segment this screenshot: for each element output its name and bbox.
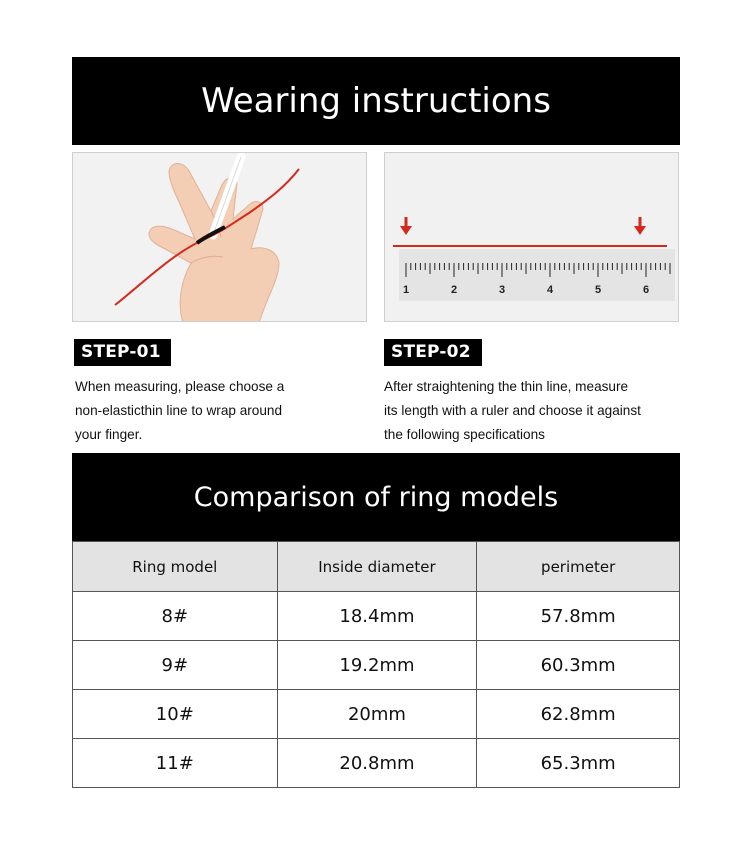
- ring-model-cell: 10#: [73, 690, 278, 739]
- ring-model-cell: 8#: [73, 592, 278, 641]
- step1-description: [75, 375, 355, 447]
- step2-illustration: [384, 152, 679, 322]
- column-header-perimeter: perimeter: [477, 542, 680, 592]
- step1-line: your finger.: [75, 427, 143, 442]
- column-header-ring-model: Ring model: [73, 542, 278, 592]
- page-title: Wearing instructions: [201, 81, 551, 121]
- ruler-label: 2: [450, 284, 458, 296]
- step1-badge: STEP-01: [74, 339, 171, 366]
- inside-diameter-cell: 20.8mm: [277, 739, 477, 788]
- step2-description: [384, 375, 680, 447]
- step2-line: After straightening the thin line, measure: [384, 379, 629, 394]
- ruler-label: 1: [402, 284, 410, 296]
- perimeter-cell: 62.8mm: [477, 690, 680, 739]
- step1-line: non-elasticthin line to wrap around: [75, 403, 283, 418]
- ruler-label: 5: [594, 284, 602, 296]
- inside-diameter-cell: 20mm: [277, 690, 477, 739]
- table-row: [73, 690, 680, 739]
- inside-diameter-cell: 19.2mm: [277, 641, 477, 690]
- hand-with-thread-icon: [73, 153, 367, 322]
- table-header-row: [73, 542, 680, 592]
- step1-illustration: [72, 152, 367, 322]
- table-row: [73, 739, 680, 788]
- title-banner: [72, 57, 680, 145]
- ruler-label: 4: [546, 284, 554, 296]
- step1-line: When measuring, please choose a: [75, 379, 285, 394]
- perimeter-cell: 65.3mm: [477, 739, 680, 788]
- column-header-inside-diameter: Inside diameter: [277, 542, 477, 592]
- ring-model-cell: 9#: [73, 641, 278, 690]
- step2-badge: STEP-02: [384, 339, 482, 366]
- perimeter-cell: 57.8mm: [477, 592, 680, 641]
- step2-line: the following specifications: [384, 427, 545, 442]
- table-row: [73, 641, 680, 690]
- ruler-label: 3: [498, 284, 506, 296]
- inside-diameter-cell: 18.4mm: [277, 592, 477, 641]
- perimeter-cell: 60.3mm: [477, 641, 680, 690]
- ruler-diagram: [385, 153, 679, 322]
- ring-model-cell: 11#: [73, 739, 278, 788]
- step2-line: its length with a ruler and choose it against: [384, 403, 641, 418]
- comparison-banner: [72, 453, 680, 541]
- ruler-label: 6: [642, 284, 650, 296]
- table-row: [73, 592, 680, 641]
- ring-size-table: [72, 541, 680, 788]
- comparison-title: Comparison of ring models: [193, 481, 559, 513]
